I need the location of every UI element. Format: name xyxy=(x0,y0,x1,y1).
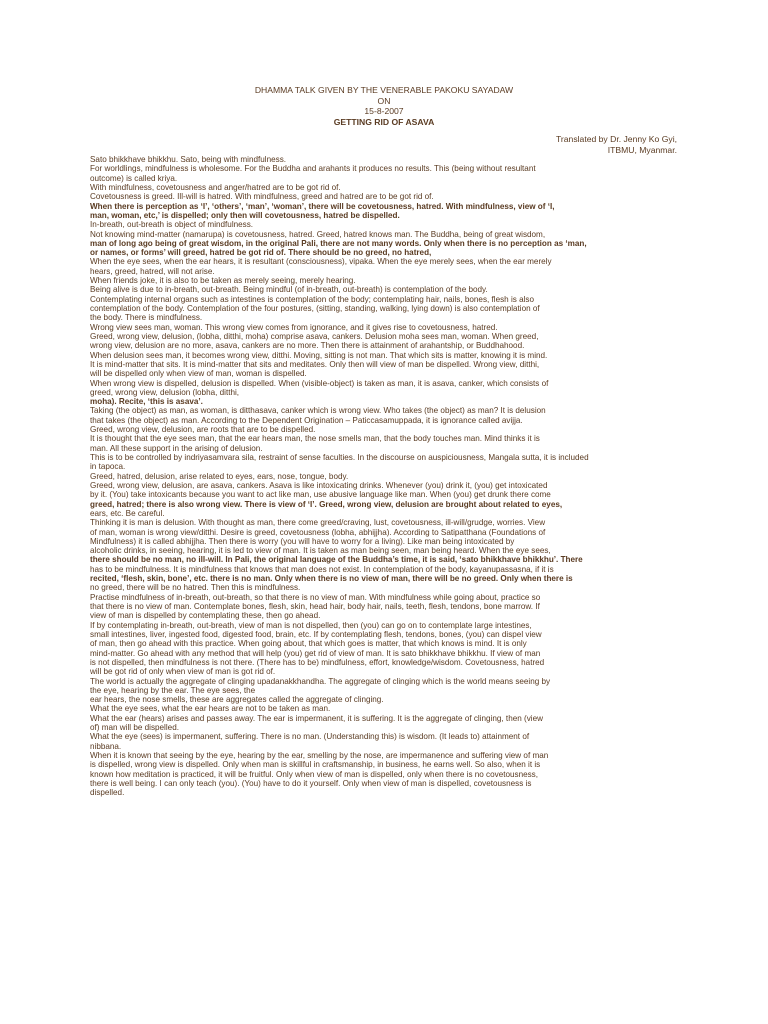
translator-line-1: Translated by Dr. Jenny Ko Gyi, xyxy=(555,134,677,144)
text-line: ear hears, the nose smells, these are aggregates called the aggregate of clinging. xyxy=(90,695,384,705)
text-line: Greed, wrong view, delusion, (lobha, ditthi, moha) comprise asava, cankers. Delusion moha sees man, woman. When greed, xyxy=(90,331,539,341)
text-line: Sato bhikkhave bhikkhu. Sato, being with mindfulness. xyxy=(90,155,287,164)
text-line: of man, woman is wrong view/ditthi. Desire is greed, covetousness (lobha, abhijjha). According to Satipatthana (Foundations of xyxy=(90,527,546,537)
text-line: When friends joke, it is also to be taken as merely seeing, merely hearing. xyxy=(90,276,356,286)
text-line: Thinking it is man is delusion. With thought as man, there come greed/craving, lust, covetousness, ill-will/grudge, worries. View xyxy=(90,518,546,528)
text-line: view of man is dispelled by contemplating these, then go ahead. xyxy=(90,611,321,621)
document-body xyxy=(90,155,682,798)
text-line: Greed, wrong view, delusion, are roots that are to be dispelled. xyxy=(90,425,316,435)
text-line: This is to be controlled by indriyasamvara sila, restraint of sense faculties. In the discourse on auspiciousness, Mangala sutta, it is included xyxy=(90,453,589,462)
text-line: With mindfulness, covetousness and anger/hatred are to be got rid of. xyxy=(90,182,341,192)
text-line: alcoholic drinks, in seeing, hearing, it is led to view of man. It is taken as man being seen, man being heard. When the eye sees, xyxy=(90,546,551,556)
text-line: wrong view, delusion are no more, asava, cankers are no more. Then there is attainment of arahantship, or Buddhahood. xyxy=(90,341,525,351)
text-line: When it is known that seeing by the eye, hearing by the ear, smelling by the nose, are impermanence and suffering view of man xyxy=(90,751,549,760)
text-line: Practise mindfulness of in-breath, out-breath, so that there is no view of man. With mindfulness while going about, practice so xyxy=(90,592,541,602)
text-line: in tapoca. xyxy=(90,462,126,472)
text-line: known how meditation is practiced, it will be fruitful. Only when view of man is dispelled, only when there is no covetousness, xyxy=(90,769,538,779)
text-line: Mindfulness) it is called abhijjha. Then there is worry (you will have to worry for a living). Like man being intoxicated by xyxy=(90,536,515,546)
text-line: man. All these support in the arising of delusion. xyxy=(90,443,263,453)
text-line: man, woman, etc,’ is dispelled; only then will covetousness, hatred be dispelled. xyxy=(90,210,400,220)
text-line: If by contemplating in-breath, out-breath, view of man is not dispelled, then (you) can go on to contemplate large intestines, xyxy=(90,620,532,630)
text-line: outcome) is called kriya. xyxy=(90,173,178,183)
text-line: there should be no man, no ill-will. In Pali, the original language of the Buddha’s time, it is said, ‘sato bhikkhave bhikkhu’. There xyxy=(90,555,583,565)
text-line: Contemplating internal organs such as intestines is contemplation of the body; contemplating hair, nails, bones, flesh is also xyxy=(90,294,534,304)
text-line: the eye, hearing by the ear. The eye sees, the xyxy=(90,685,256,695)
text-line: has to be mindfulness. It is mindfulness that knows that man does not exist. In contemplation of the body, kayanupassasna, if it is xyxy=(90,564,554,574)
text-line: When there is perception as ‘I’, ‘others’, ‘man’, ‘woman’, there will be covetousness, hatred. With mindfulness, view of ‘I, xyxy=(90,201,555,211)
text-line: recited, ‘flesh, skin, bone’, etc. there is no man. Only when there is no view of man, there will be no greed. Only when there is xyxy=(90,574,573,584)
text-line: that takes (the object) as man. According to the Dependent Origination – Paticcasamuppada, it is ignorance called avijja. xyxy=(90,415,523,425)
text-line: hears, greed, hatred, will not arise. xyxy=(90,266,215,276)
text-line: there is well being. I can only teach (you). (You) have to do it yourself. Only when view of man is dispelled, covetousness is xyxy=(90,778,532,788)
text-line: of man, then go ahead with this practice. When going about, that which goes is matter, that which knows is mind. It is only xyxy=(90,639,527,649)
text-line: When delusion sees man, it becomes wrong view, ditthi. Moving, sitting is not man. That which sits is matter, knowing it is mind. xyxy=(90,350,548,360)
text-line: of) man will be dispelled. xyxy=(90,723,179,733)
text-line: What the ear (hears) arises and passes away. The ear is impermanent, it is suffering. It is the aggregate of clinging, then (view xyxy=(90,713,543,723)
text-line: When the eye sees, when the ear hears, it is resultant (consciousness), vipaka. When the eye merely sees, when the ear merely xyxy=(90,257,552,267)
text-line: will be got rid of only when view of man is got rid of. xyxy=(90,667,276,677)
translator-credit xyxy=(556,134,677,156)
text-line: is dispelled, wrong view is dispelled. Only when man is skillful in craftsmanship, in business, he earns well. So also, when it is xyxy=(90,760,541,770)
text-line: It is mind-matter that sits. It is mind-matter that sits and meditates. Only then will view of man be dispelled. Wrong view, ditthi, xyxy=(90,359,540,369)
text-line: that there is no view of man. Contemplate bones, flesh, skin, head hair, body hair, nails, teeth, flesh, tendons, bone marrow. If xyxy=(90,602,540,611)
text-line: or names, or forms’ will greed, hatred be got rid of. There should be no greed, no hatred, xyxy=(90,248,432,258)
text-line: Taking (the object) as man, as woman, is ditthasava, canker which is wrong view. Who takes (the object) as man? It is delusion xyxy=(90,406,546,416)
text-line: Being alive is due to in-breath, out-breath. Being mindful (of in-breath, out-breath) is contemplation of the body. xyxy=(90,285,488,295)
text-line: no greed, there will be no hatred. Then this is mindfulness. xyxy=(90,583,301,593)
text-line: mind-matter. Go ahead with any method that will help (you) get rid of view of man. It is sato bhikkhave bhikkhu. If view of man xyxy=(90,648,541,658)
text-line: will be dispelled only when view of man, woman is dispelled. xyxy=(90,369,307,379)
text-line: greed, wrong view, delusion (lobha, ditthi, xyxy=(90,387,240,397)
document-header xyxy=(0,85,768,127)
text-line: is not dispelled, then mindfulness is not there. (There has to be) mindfulness, effort, knowledge/wisdom. Covetousness, hatred xyxy=(90,657,545,667)
text-line: by it. (You) take intoxicants because you want to act like man, use abusive language like man. When (you) get drunk there come xyxy=(90,490,551,500)
text-line: Not knowing mind-matter (namarupa) is covetousness, hatred. Greed, hatred knows man. The Buddha, being of great wisdom, xyxy=(90,229,546,239)
text-line: ears, etc. Be careful. xyxy=(90,508,165,518)
text-line: moha). Recite, ‘this is asava’. xyxy=(90,397,203,407)
document-title: GETTING RID OF ASAVA xyxy=(333,116,435,127)
text-line: small intestines, liver, ingested food, digested food, brain, etc. If by contemplating flesh, tendons, bones, (you) can dispel view xyxy=(90,629,542,639)
text-line: the body. There is mindfulness. xyxy=(90,313,203,323)
text-line: When wrong view is dispelled, delusion is dispelled. When (visible-object) is taken as man, it is asava, canker, which consists of xyxy=(90,378,549,388)
text-line: The world is actually the aggregate of clinging upadanakkhandha. The aggregate of clinging which is the world means seeing by xyxy=(90,676,551,686)
text-line: contemplation of the body. Contemplation of the four postures, (sitting, standing, walking, lying down) is also contemplation of xyxy=(90,304,540,313)
text-line: What the eye sees, what the ear hears are not to be taken as man. xyxy=(90,704,331,714)
header-line-1: DHAMMA TALK GIVEN BY THE VENERABLE PAKOKU SAYADAW xyxy=(254,85,514,95)
text-line: Greed, hatred, delusion, arise related to eyes, ears, nose, tongue, body. xyxy=(90,471,349,481)
header-date: 15-8-2007 xyxy=(364,106,404,117)
header-line-2: ON xyxy=(377,95,391,106)
text-line: In-breath, out-breath is object of mindfulness. xyxy=(90,220,254,230)
translator-line-2: ITBMU, Myanmar. xyxy=(607,144,677,155)
text-line: Greed, wrong view, delusion, are asava, cankers. Asava is like intoxicating drinks. Whenever (you) drink it, (you) get intoxicated xyxy=(90,480,548,490)
text-line: nibbana. xyxy=(90,741,122,751)
text-line: Covetousness is greed. Ill-will is hatred. With mindfulness, greed and hatred are to be got rid of. xyxy=(90,192,434,202)
text-line: man of long ago being of great wisdom, in the original Pali, there are not many words. Only when there is no perception as ‘man, xyxy=(90,238,587,248)
text-line: For worldlings, mindfulness is wholesome. For the Buddha and arahants it produces no results. This (being without resultant xyxy=(90,164,536,174)
text-line: greed, hatred; there is also wrong view. There is view of ‘I’. Greed, wrong view, delusion are brought about related to eyes, xyxy=(90,499,563,509)
text-line: dispelled. xyxy=(90,788,125,798)
text-line: It is thought that the eye sees man, that the ear hears man, the nose smells man, that the body touches man. Mind thinks it is xyxy=(90,434,540,444)
text-line: Wrong view sees man, woman. This wrong view comes from ignorance, and it gives rise to covetousness, hatred. xyxy=(90,322,498,332)
text-line: What the eye (sees) is impermanent, suffering. There is no man. (Understanding this) is wisdom. (It leads to) attainment of xyxy=(90,732,530,742)
